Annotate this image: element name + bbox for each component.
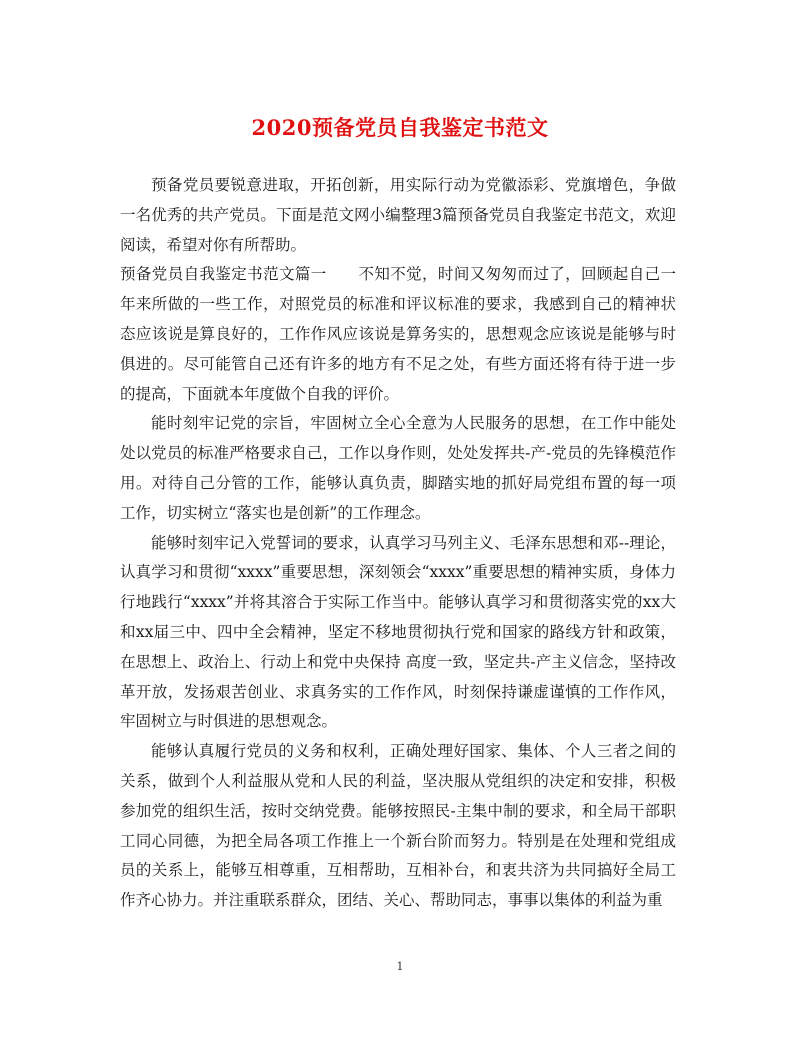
- document-body: [120, 171, 676, 916]
- paragraph-duties: 能够认真履行党员的义务和权利，正确处理好国家、集体、个人三者之间的关系，做到个人利益服从党和人民的利益，坚决服从党组织的决定和安排，积极参加党的组织生活，按时交纳党费。能够按照民-主集中制的要求，和全局干部职工同心同德，为把全局各项工作推上一个新台阶而努力。特别是在处理和党组成员的关系上，能够互相尊重，互相帮助，互相补台，和衷共济为共同搞好全局工作齐心协力。并注重联系群众，团结、关心、帮助同志，事事以集体的利益为重: [120, 742, 676, 910]
- paragraph-oath: 能够时刻牢记入党誓词的要求，认真学习马列主义、毛泽东思想和邓--理论，认真学习和贯彻“xxxx”重要思想，深刻领会“xxxx”重要思想的精神实质，身体力行地践行“xxxx”并将其溶合于实际工作当中。能够认真学习和贯彻落实党的xx大和xx届三中、四中全会精神，坚定不移地贯彻执行党和国家的路线方针和政策，在思想上、政治上、行动上和党中央保持 高度一致，坚定共-产主义信念，坚持改革开放，发扬艰苦创业、求真务实的工作作风，时刻保持谦虚谨慎的工作作风，牢固树立与时俱进的思想观念。: [120, 533, 676, 731]
- paragraph-section-one: 预备党员自我鉴定书范文篇一 不知不觉，时间又匆匆而过了，回顾起自己一年来所做的一些工作，对照党员的标准和评议标准的要求，我感到自己的精神状态应该说是算良好的，工作作风应该说是算务实的，思想观念应该说是能够与时俱进的。尽可能管自己还有许多的地方有不足之处，有些方面还将有待于进一步的提高，下面就本年度做个自我的评价。: [120, 265, 676, 403]
- paragraph-intro: 预备党员要锐意进取，开拓创新，用实际行动为党徽添彩、党旗增色，争做一名优秀的共产党员。下面是范文网小编整理3篇预备党员自我鉴定书范文，欢迎阅读，希望对你有所帮助。: [120, 176, 676, 254]
- page-number: 1: [396, 960, 404, 973]
- paragraph-party-purpose: 能时刻牢记党的宗旨，牢固树立全心全意为人民服务的思想，在工作中能处处以党员的标准严格要求自己，工作以身作则，处处发挥共-产-党员的先锋模范作用。对待自己分管的工作，能够认真负责，脚踏实地的抓好局党组布置的每一项工作，切实树立“落实也是创新”的工作理念。: [120, 414, 676, 522]
- document-title: 2020预备党员自我鉴定书范文: [251, 115, 549, 140]
